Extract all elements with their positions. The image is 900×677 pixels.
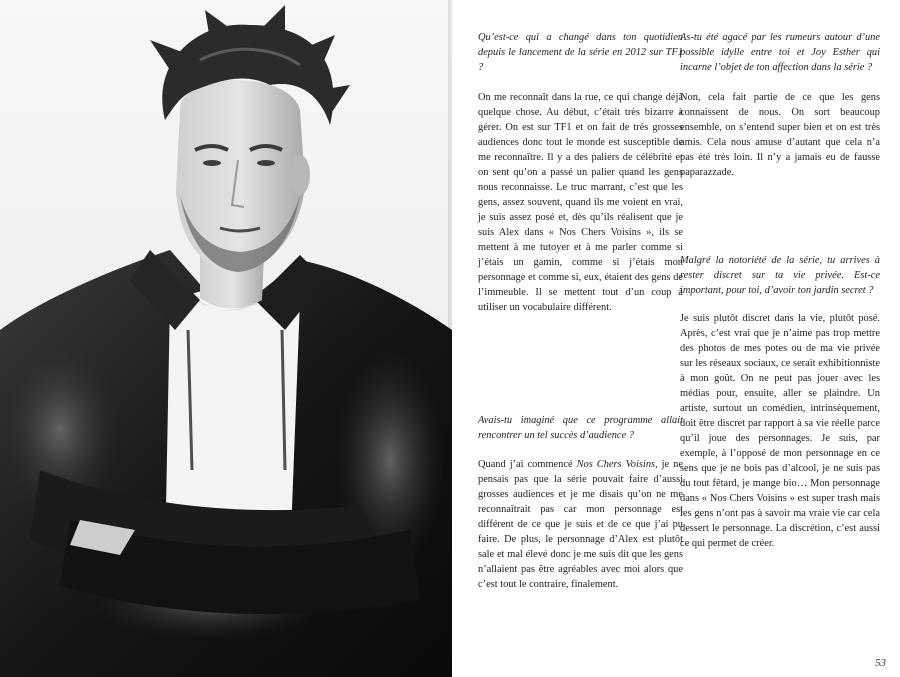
answer-2-post: , je ne pensais pas que la série pouvait faire d’aussi grosses audiences et je me disais qu’on ne me reconnaîtrait pas car mon personnage est différent de ce que je suis et de ce que j’ai pu faire. De plus, le personnage d’Alex est plutôt sale et mal élevé donc je me suis dit que les gens n’allaient pas être agréables avec moi alors que c’est tout le contraire, finalement. (478, 459, 683, 590)
answer-4: Je suis plutôt discret dans la vie, plutôt posé. Après, c’est vrai que je n’aime pas trop mettre des photos de mes potes ou de ma vie privée sur les réseaux sociaux, ce serait exhibitionniste à mon goût. On ne peut pas jouer avec les médias pour, ensuite, aller se plaindre. Un artiste, surtout un comédien, intrinsèquement, doit être discret par rapport à sa vie réelle parce qu’il joue des personnages. Je suis, par exemple, à l’opposé de mon personnage en ce sens que je ne bois pas d’alcool, je ne suis pas du tout fêtard, je mange bio… Mon personnage dans « Nos Chers Voisins » est super trash mais les gens n’ont pas à savoir ma vraie vie car cela dessert le personnage. La discrétion, c’est aussi ce qui permet de créer. (680, 313, 880, 549)
text-page (452, 0, 900, 677)
page-number: 53 (875, 657, 886, 669)
question-2: Avais-tu imaginé que ce programme allait rencontrer un tel succès d’audience ? (478, 415, 683, 441)
question-1: Qu’est-ce qui a changé dans ton quotidien depuis le lancement de la série en 2012 sur TF1 ? (478, 32, 683, 73)
question-4: Malgré la notoriété de la série, tu arrives à rester discret sur ta vie privée. Est-ce important, pour toi, d’avoir ton jardin secret ? (680, 255, 880, 296)
series-title: Nos Chers Voisins (576, 459, 656, 470)
answer-2-pre: Quand j’ai commencé (478, 459, 577, 470)
answer-3: Non, cela fait partie de ce que les gens connaissent de nous. On sort beaucoup ensemble, on s’entend super bien et on est très amis. Cela nous amuse d’autant que cela n’a pas été très loin. Il n’y a jamais eu de fausse paparazzade. (680, 92, 880, 178)
question-3: As-tu été agacé par les rumeurs autour d’une possible idylle entre toi et Joy Esther qui incarne l’objet de ton affection dans la série ? (680, 32, 880, 73)
answer-1: On me reconnaît dans la rue, ce qui change déjà quelque chose. Au début, c’était très bizarre à gérer. On est sur TF1 et on fait de très grosses audiences donc tout le monde est susceptible de me reconnaître. Il y a des paliers de célébrité et on sent qu’on a passé un palier quand les gens nous reconnaisse. Le truc marrant, c’est que les gens, assez souvent, quand ils me voient en vrai, je suis assez posé et, dès qu’ils réalisent que je suis Alex dans « Nos Chers Voisins », ils se mettent à me tutoyer et à me parler comme si j’étais un gamin, comme si j’étais mon personnage et comme si, eux, étaient des gens de l’immeuble. Il se mettent tout d’un coup à utiliser un vocabulaire différent. (478, 92, 683, 313)
answer-2 (478, 457, 683, 592)
